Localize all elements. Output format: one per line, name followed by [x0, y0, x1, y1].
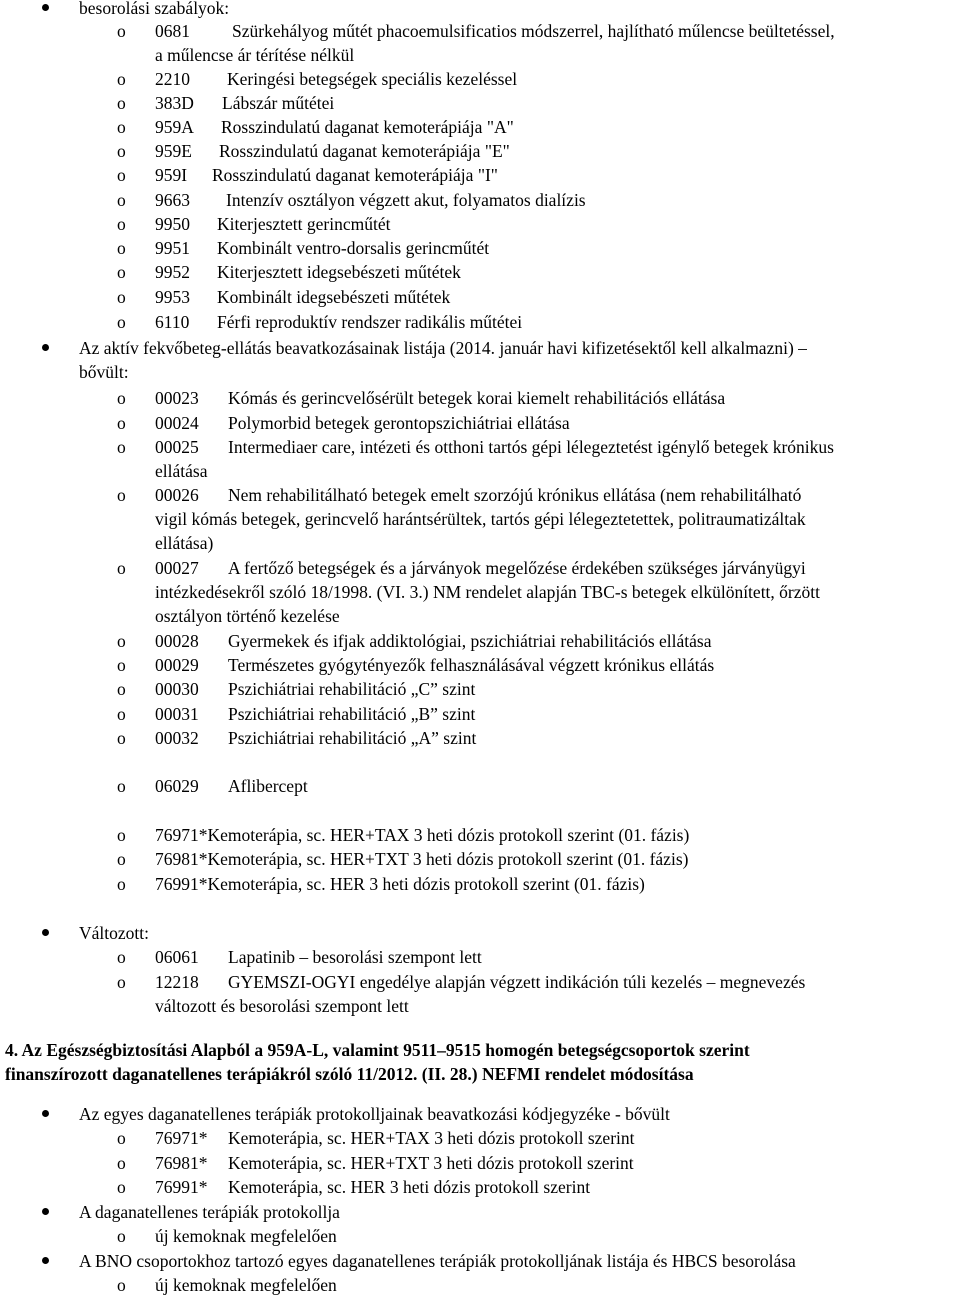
rule-text: Férfi reproduktív rendszer radikális műtétei: [217, 312, 523, 332]
rule-code: 9951: [155, 238, 190, 258]
list-marker: o: [117, 947, 126, 967]
rule-text: Intenzív osztályon végzett akut, folyamatos dialízis: [226, 190, 586, 210]
list-marker: o: [117, 679, 126, 699]
rule-text-cont: a műlencse ár térítése nélkül: [155, 45, 355, 65]
rule-code: 6110: [155, 312, 190, 332]
procedure-text-cont: vigil kómás betegek, gerincvelő harántsérültek, tartós gépi lélegeztetettek, politraumatizáltak: [155, 509, 806, 529]
bullet-icon: [42, 1257, 49, 1264]
bullet-icon: [42, 1110, 49, 1117]
protocol-note: új kemoknak megfelelően: [155, 1226, 337, 1246]
list-marker: o: [117, 413, 126, 433]
rule-text: Lábszár műtétei: [222, 93, 335, 113]
list-marker: o: [117, 972, 126, 992]
list-marker: o: [117, 1177, 126, 1197]
list-marker: o: [117, 69, 126, 89]
rule-code: 959E: [155, 141, 192, 161]
list-marker: o: [117, 631, 126, 651]
procedure-text: Aflibercept: [228, 776, 308, 796]
rule-code: 383D: [155, 93, 194, 113]
list-marker: o: [117, 262, 126, 282]
list-marker: o: [117, 141, 126, 161]
rule-code: 959A: [155, 117, 194, 137]
procedure-code: 00031: [155, 704, 199, 724]
rule-text: Szürkehályog műtét phacoemulsificatios módszerrel, hajlítható műlencse beültetéssel,: [232, 21, 835, 41]
list-marker: o: [117, 849, 126, 869]
procedure-code: 00030: [155, 679, 199, 699]
list-marker: o: [117, 485, 126, 505]
procedure-text: Pszichiátriai rehabilitáció „C” szint: [228, 679, 476, 699]
protocol-code: 76971*: [155, 1128, 208, 1148]
list-marker: o: [117, 825, 126, 845]
bno-list-heading: A BNO csoportokhoz tartozó egyes daganatellenes terápiák protokolljának listája és HBCS besorolása: [79, 1251, 796, 1271]
bullet-icon: [42, 1208, 49, 1215]
list-marker: o: [117, 214, 126, 234]
list-marker: o: [117, 190, 126, 210]
procedure-text-cont: ellátása: [155, 461, 208, 481]
list-marker: o: [117, 165, 126, 185]
rule-code: 9953: [155, 287, 190, 307]
list-marker: o: [117, 93, 126, 113]
procedure-code: 00032: [155, 728, 199, 748]
procedure-text: Természetes gyógytényezők felhasználásával végzett krónikus ellátás: [228, 655, 715, 675]
procedure-text-cont: intézkedésekről szóló 18/1998. (VI. 3.) NM rendelet alapján TBC-s betegek elkülönített, őrzött: [155, 582, 820, 602]
procedure-text: Gyermekek és ifjak addiktológiai, pszichiátriai rehabilitációs ellátása: [228, 631, 712, 651]
procedure-text: Kómás és gerincvelősérült betegek korai kiemelt rehabilitációs ellátása: [228, 388, 726, 408]
chemo-item: 76991*Kemoterápia, sc. HER 3 heti dózis protokoll szerint (01. fázis): [155, 874, 645, 894]
procedure-code: 00028: [155, 631, 199, 651]
procedure-code: 00024: [155, 413, 199, 433]
rule-code: 9952: [155, 262, 190, 282]
list-marker: o: [117, 558, 126, 578]
procedure-code: 00026: [155, 485, 199, 505]
list-marker: o: [117, 437, 126, 457]
rule-code: 2210: [155, 69, 190, 89]
bullet-icon: [42, 344, 49, 351]
list-marker: o: [117, 655, 126, 675]
rule-text: Kombinált ventro-dorsalis gerincműtét: [217, 238, 490, 258]
procedure-text-cont: változott és besorolási szempont lett: [155, 996, 409, 1016]
rule-text: Keringési betegségek speciális kezeléssel: [227, 69, 518, 89]
procedure-text-cont: ellátása): [155, 533, 214, 553]
protocol-heading: A daganatellenes terápiák protokollja: [79, 1202, 340, 1222]
procedure-code: 06029: [155, 776, 199, 796]
list-marker: o: [117, 287, 126, 307]
list-marker: o: [117, 874, 126, 894]
procedure-text: Pszichiátriai rehabilitáció „A” szint: [228, 728, 477, 748]
rule-text: Kiterjesztett idegsebészeti műtétek: [217, 262, 461, 282]
procedure-code: 00025: [155, 437, 199, 457]
protocol-code-list-heading: Az egyes daganatellenes terápiák protokolljainak beavatkozási kódjegyzéke - bővült: [79, 1104, 670, 1124]
procedure-text: Lapatinib – besorolási szempont lett: [228, 947, 482, 967]
bullet-icon: [42, 4, 49, 11]
list-marker: o: [117, 1275, 126, 1295]
procedure-text: Nem rehabilitálható betegek emelt szorzójú krónikus ellátása (nem rehabilitálható: [228, 485, 802, 505]
protocol-text: Kemoterápia, sc. HER 3 heti dózis protokoll szerint: [228, 1177, 591, 1197]
list-marker: o: [117, 1226, 126, 1246]
protocol-text: Kemoterápia, sc. HER+TAX 3 heti dózis protokoll szerint: [228, 1128, 635, 1148]
rule-text: Rosszindulatú daganat kemoterápiája "I": [212, 165, 498, 185]
rule-code: 9950: [155, 214, 190, 234]
list-marker: o: [117, 21, 126, 41]
section-heading: 4. Az Egészségbiztosítási Alapból a 959A-L, valamint 9511–9515 homogén betegségcsoportok szerint: [5, 1040, 750, 1060]
list-marker: o: [117, 704, 126, 724]
rule-text: Kombinált idegsebészeti műtétek: [217, 287, 451, 307]
active-list-heading-cont: bővült:: [79, 362, 129, 382]
list-marker: o: [117, 1128, 126, 1148]
section-heading-cont: finanszírozott daganatellenes terápiákról szóló 11/2012. (II. 28.) NEFMI rendelet módosítása: [5, 1064, 694, 1084]
procedure-code: 00029: [155, 655, 199, 675]
procedure-text: Pszichiátriai rehabilitáció „B” szint: [228, 704, 476, 724]
procedure-text-cont: osztályon történő kezelése: [155, 606, 340, 626]
list-marker: o: [117, 728, 126, 748]
procedure-code: 12218: [155, 972, 199, 992]
procedure-code: 00023: [155, 388, 199, 408]
rule-text: Rosszindulatú daganat kemoterápiája "A": [221, 117, 514, 137]
rule-code: 0681: [155, 21, 190, 41]
procedure-code: 00027: [155, 558, 199, 578]
list-marker: o: [117, 238, 126, 258]
protocol-code: 76981*: [155, 1153, 208, 1173]
list-marker: o: [117, 388, 126, 408]
list-marker: o: [117, 117, 126, 137]
list-marker: o: [117, 312, 126, 332]
rule-text: Kiterjesztett gerincműtét: [217, 214, 391, 234]
rule-code: 9663: [155, 190, 190, 210]
protocol-code: 76991*: [155, 1177, 208, 1197]
bno-list-note: új kemoknak megfelelően: [155, 1275, 337, 1295]
rule-code: 959I: [155, 165, 188, 185]
chemo-item: 76981*Kemoterápia, sc. HER+TXT 3 heti dózis protokoll szerint (01. fázis): [155, 849, 689, 869]
list-marker: o: [117, 776, 126, 796]
procedure-text: Intermediaer care, intézeti és otthoni tartós gépi lélegeztetést igénylő betegek krónikus: [228, 437, 834, 457]
list-marker: o: [117, 1153, 126, 1173]
protocol-text: Kemoterápia, sc. HER+TXT 3 heti dózis protokoll szerint: [228, 1153, 634, 1173]
procedure-text: GYEMSZI-OGYI engedélye alapján végzett indikáción túli kezelés – megnevezés: [228, 972, 806, 992]
changed-heading: Változott:: [79, 923, 149, 943]
rule-text: Rosszindulatú daganat kemoterápiája "E": [219, 141, 510, 161]
procedure-code: 06061: [155, 947, 199, 967]
procedure-text: Polymorbid betegek gerontopszichiátriai ellátása: [228, 413, 570, 433]
chemo-item: 76971*Kemoterápia, sc. HER+TAX 3 heti dózis protokoll szerint (01. fázis): [155, 825, 690, 845]
bullet-icon: [42, 929, 49, 936]
active-list-heading: Az aktív fekvőbeteg-ellátás beavatkozásainak listája (2014. január havi kifizetésektől kell alkalmazni) –: [79, 338, 807, 358]
procedure-text: A fertőző betegségek és a járványok megelőzése érdekében szükséges járványügyi: [228, 558, 806, 578]
rules-heading: besorolási szabályok:: [79, 0, 230, 18]
